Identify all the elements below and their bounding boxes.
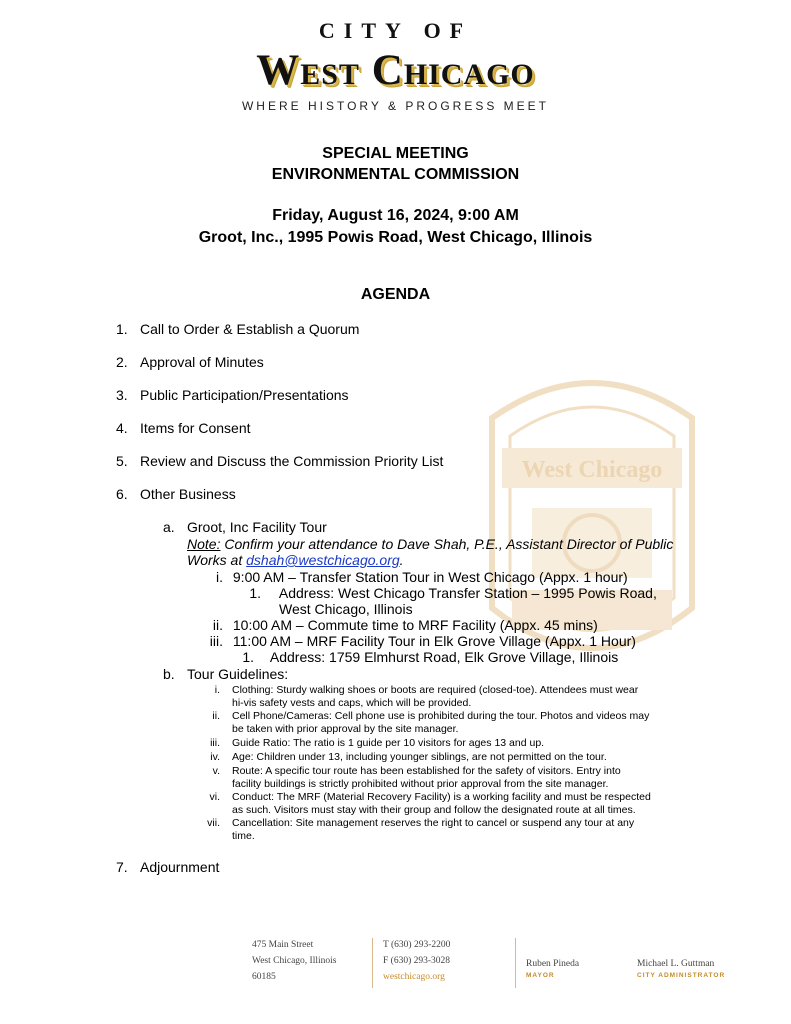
tour-note [187, 536, 673, 552]
note-label: Note: [187, 536, 221, 552]
note-text: Confirm your attendance to Dave Shah, P.E., Assistant Director of Public [220, 536, 674, 552]
step-number: 1. [242, 649, 254, 665]
item-number: 7. [116, 859, 128, 875]
guideline-line: be taken with prior approval by the site manager. [232, 722, 459, 735]
guideline-line: Route: A specific tour route has been established for the safety of visitors. Entry into [232, 765, 621, 777]
item-number: 2. [116, 354, 128, 370]
item-number: 5. [116, 453, 128, 469]
guideline-line: Age: Children under 13, including younger siblings, are not permitted on the tour. [232, 751, 607, 763]
guideline-item [200, 791, 220, 804]
item-text: Public Participation/Presentations [140, 387, 349, 403]
tour-step-address-line2: West Chicago, Illinois [279, 601, 413, 617]
header-city-name: West Chicago [256, 47, 535, 94]
sub-item-b-title: Tour Guidelines: [187, 666, 289, 682]
guideline-number: vii. [207, 817, 220, 829]
guideline-number: iii. [210, 737, 220, 749]
item-text: Adjournment [140, 859, 220, 875]
guideline-line: Guide Ratio: The ratio is 1 guide per 10 visitors for ages 13 and up. [232, 737, 545, 749]
footer-divider [372, 938, 373, 988]
sub-item-a-label: a. [163, 519, 175, 535]
tour-step [205, 569, 628, 585]
guideline-text [232, 710, 649, 735]
footer-mayor [526, 958, 579, 982]
step-text: 11:00 AM – MRF Facility Tour in Elk Grove Village (Appx. 1 Hour) [232, 633, 636, 649]
sub-item-a-title: Groot, Inc Facility Tour [187, 519, 327, 535]
footer-website[interactable]: westchicago.org [383, 972, 445, 982]
guideline-text [232, 737, 544, 750]
footer-phone: T (630) 293-2200 [383, 940, 451, 950]
footer-address [252, 937, 336, 985]
guideline-item [200, 817, 220, 830]
guideline-text [232, 684, 638, 709]
guideline-number: v. [212, 765, 220, 777]
header-city-of: CITY OF [318, 18, 473, 43]
footer-contact [383, 937, 450, 985]
agenda-item [116, 354, 264, 370]
agenda-item [116, 420, 251, 436]
meeting-type: SPECIAL MEETING [322, 145, 469, 162]
tour-step-address [243, 585, 657, 601]
administrator-name: Michael L. Guttman [637, 959, 715, 969]
note-end: . [399, 552, 404, 568]
guideline-item [200, 737, 220, 750]
guideline-line: Cell Phone/Cameras: Cell phone use is prohibited during the tour. Photos and videos may [232, 710, 650, 722]
item-text: Other Business [140, 486, 236, 502]
guideline-line: hi-vis safety vests and caps, which will be provided. [232, 696, 472, 709]
header-tagline: WHERE HISTORY & PROGRESS MEET [241, 99, 550, 113]
footer-city: West Chicago, Illinois [252, 956, 337, 966]
guideline-line: Conduct: The MRF (Material Recovery Facility) is a working facility and must be respected [232, 791, 651, 803]
guideline-text [232, 751, 607, 764]
meeting-location: Groot, Inc., 1995 Powis Road, West Chicago, Illinois [198, 229, 593, 246]
footer-zip: 60185 [252, 972, 276, 982]
item-text: Items for Consent [140, 420, 251, 436]
tour-step [205, 617, 598, 633]
item-number: 1. [116, 321, 128, 337]
footer-street: 475 Main Street [252, 940, 314, 950]
sub-item-b-label: b. [163, 666, 175, 682]
item-number: 3. [116, 387, 128, 403]
item-number: 6. [116, 486, 128, 502]
step-number: ii. [212, 617, 223, 633]
step-text: 10:00 AM – Commute time to MRF Facility (Appx. 45 mins) [232, 617, 598, 633]
guideline-number: ii. [212, 710, 220, 722]
mayor-name: Ruben Pineda [526, 959, 580, 969]
agenda-heading: AGENDA [360, 286, 431, 303]
tour-note-line2 [187, 552, 404, 568]
step-text: 9:00 AM – Transfer Station Tour in West Chicago (Appx. 1 hour) [232, 569, 628, 585]
footer-divider [515, 938, 516, 988]
mayor-title: MAYOR [526, 972, 555, 979]
guideline-line: time. [232, 829, 255, 842]
seal-text: West Chicago [521, 457, 663, 483]
guideline-text [232, 765, 621, 790]
contact-email-link[interactable]: dshah@westchicago.org [246, 552, 400, 568]
tour-step-address [236, 649, 618, 665]
item-text: Approval of Minutes [140, 354, 264, 370]
guideline-item [200, 751, 220, 764]
guideline-item [200, 710, 220, 723]
meeting-body: ENVIRONMENTAL COMMISSION [271, 166, 520, 183]
guideline-line: facility buildings is strictly prohibited without prior approval from the site manager. [232, 777, 609, 790]
agenda-item [116, 453, 443, 469]
guideline-item [200, 765, 220, 778]
guideline-item [200, 684, 220, 697]
footer-fax: F (630) 293-3028 [383, 956, 451, 966]
note-text2: Works at [187, 552, 247, 568]
guideline-number: i. [214, 684, 220, 696]
agenda-item [116, 321, 359, 337]
guideline-line: Cancellation: Site management reserves the right to cancel or suspend any tour at any [232, 817, 635, 829]
step-number: iii. [209, 633, 223, 649]
step-text: Address: 1759 Elmhurst Road, Elk Grove Village, Illinois [269, 649, 619, 665]
administrator-title: CITY ADMINISTRATOR [637, 972, 726, 979]
tour-step [205, 633, 636, 649]
agenda-item [116, 387, 349, 403]
guideline-text [232, 817, 634, 842]
step-number: 1. [249, 585, 261, 601]
guideline-number: vi. [209, 791, 220, 803]
step-text: Address: West Chicago Transfer Station – 1995 Powis Road, [278, 585, 657, 601]
guideline-number: iv. [210, 751, 220, 763]
agenda-item [116, 859, 219, 875]
meeting-date: Friday, August 16, 2024, 9:00 AM [272, 207, 519, 224]
item-number: 4. [116, 420, 128, 436]
footer-administrator [637, 958, 725, 982]
agenda-item [116, 486, 236, 502]
step-number: i. [216, 569, 223, 585]
guideline-line: Clothing: Sturdy walking shoes or boots are required (closed-toe). Attendees must wear [232, 684, 639, 696]
guideline-line: as such. Visitors must stay with their group and follow the designated route at all times. [232, 803, 636, 816]
guideline-text [232, 791, 651, 816]
item-text: Review and Discuss the Commission Priority List [140, 453, 444, 469]
item-text: Call to Order & Establish a Quorum [140, 321, 360, 337]
